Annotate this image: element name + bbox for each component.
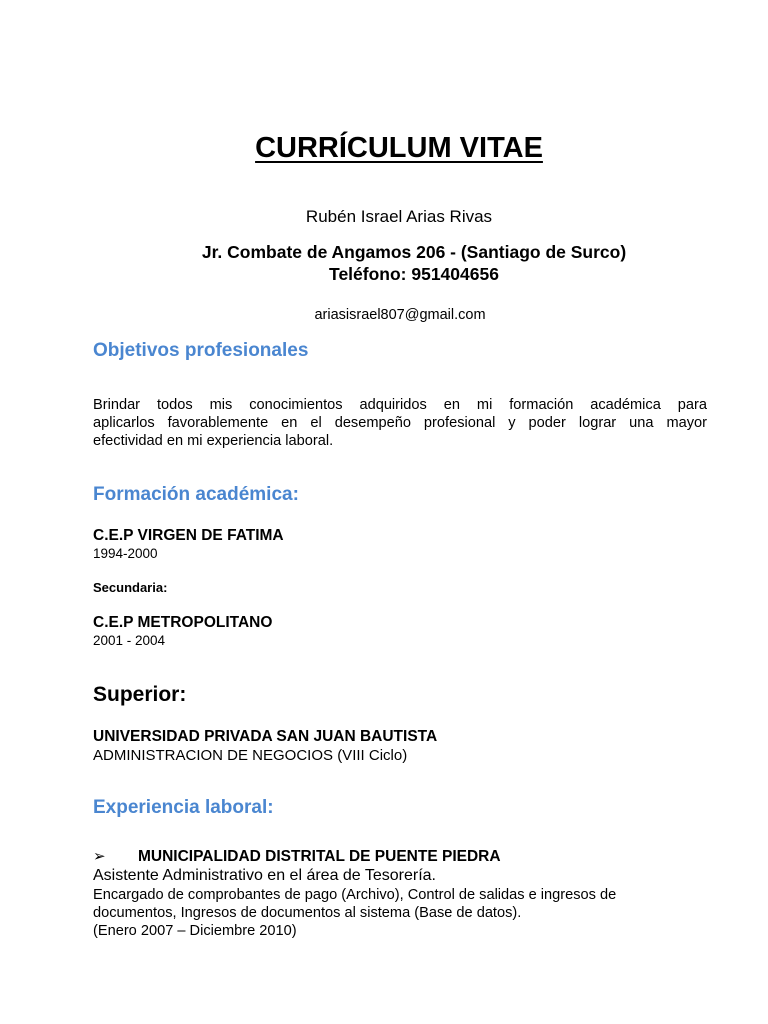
university-name: UNIVERSIDAD PRIVADA SAN JUAN BAUTISTA [93, 728, 438, 745]
job-period: (Enero 2007 – Diciembre 2010) [93, 923, 297, 939]
job-description-line: documentos, Ingresos de documentos al sistema (Base de datos). [93, 905, 522, 921]
candidate-name: Rubén Israel Arias Rivas [305, 207, 493, 226]
primary-school-name: C.E.P VIRGEN DE FATIMA [93, 527, 284, 544]
secondary-school-name: C.E.P METROPOLITANO [93, 614, 273, 631]
document-title: CURRÍCULUM VITAE [255, 132, 543, 164]
candidate-address: Jr. Combate de Angamos 206 - (Santiago de Surco) [201, 242, 627, 262]
primary-school-years: 1994-2000 [93, 546, 158, 561]
objectives-paragraph [93, 396, 707, 450]
arrow-bullet-icon: ➢ [93, 848, 106, 865]
candidate-email: ariasisrael807@gmail.com [314, 307, 486, 323]
experience-heading: Experiencia laboral: [93, 797, 274, 818]
job-description-line: Encargado de comprobantes de pago (Archivo), Control de salidas e ingresos de [93, 887, 617, 903]
objectives-line: Brindar todos mis conocimientos adquiridos en mi formación académica para [93, 397, 707, 413]
objectives-heading: Objetivos profesionales [93, 340, 309, 361]
objectives-line: efectividad en mi experiencia laboral. [93, 433, 334, 449]
secondary-school-years: 2001 - 2004 [93, 633, 166, 648]
job-employer: MUNICIPALIDAD DISTRITAL DE PUENTE PIEDRA [138, 848, 501, 865]
superior-heading: Superior: [93, 683, 187, 706]
university-career: ADMINISTRACION DE NEGOCIOS (VIII Ciclo) [93, 747, 408, 764]
objectives-line: aplicarlos favorablemente en el desempeño profesional y poder lograr una mayor [93, 415, 707, 431]
education-heading: Formación académica: [93, 484, 299, 505]
secondary-label: Secundaria: [93, 580, 168, 595]
job-role: Asistente Administrativo en el área de Tesorería. [93, 867, 436, 884]
candidate-phone: Teléfono: 951404656 [329, 264, 499, 284]
